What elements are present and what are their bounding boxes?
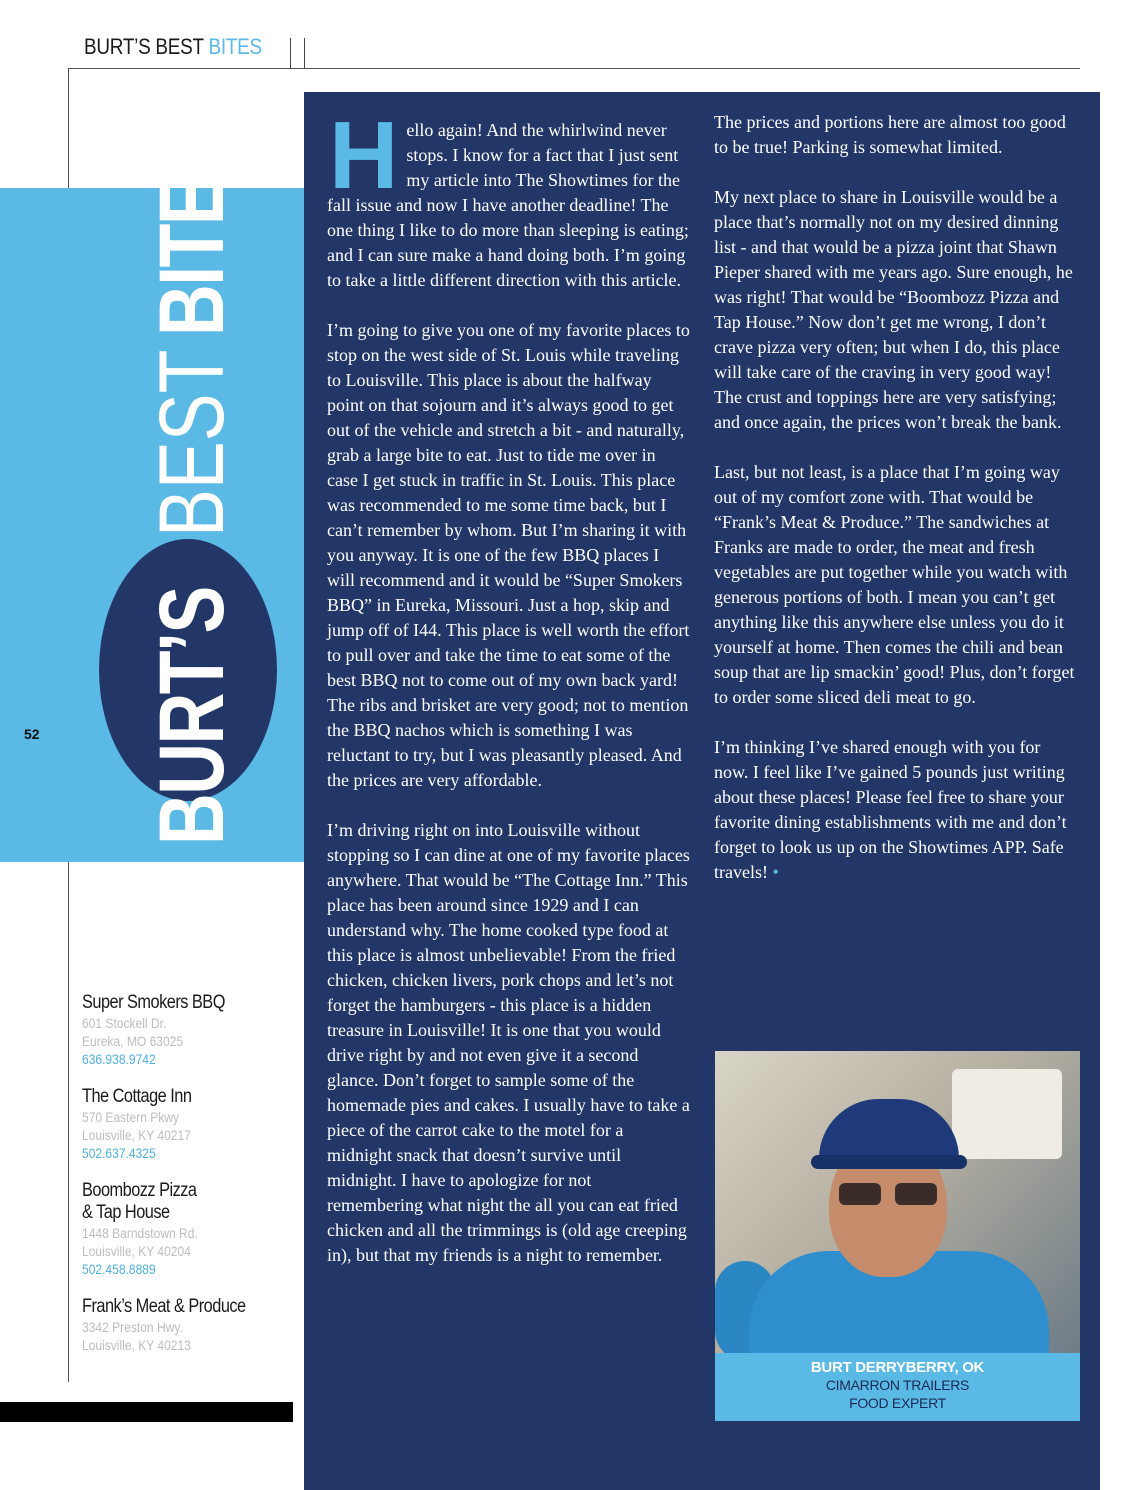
drop-cap: H xyxy=(329,102,399,209)
header-divider xyxy=(304,38,305,68)
listing-name: & Tap House xyxy=(82,1202,170,1223)
section-header xyxy=(84,34,262,60)
banner-word-burts: BURT’S xyxy=(141,587,243,845)
article-paragraph: The prices and portions here are almost too good to be true! Parking is somewhat limited. xyxy=(714,112,1066,157)
end-mark: • xyxy=(772,862,779,882)
article-paragraph: Last, but not least, is a place that I’m going way out of my comfort zone with. That would be “Frank’s Meat & Produce.” The sandwiches at Franks are made to order, the meat and fresh vegetables are put together while you watch with generous portions of both. I mean you can’t get anything like this anywhere else unless you do it yourself at home. Then comes the chili and bean soup that are lip smackin’ good! Plus, don’t forget to order some sliced deli meat to go. xyxy=(714,462,1075,707)
article-column-1 xyxy=(327,102,691,1293)
listing-name: Super Smokers BBQ xyxy=(82,992,225,1013)
listing-address: Eureka, MO 63025 xyxy=(82,1033,184,1049)
article-paragraph: Hello again! And the whirlwind never stops. I know for a fact that I just sent my article into The Showtimes for the fall issue and now I have another deadline! The one thing I like to do more than sleeping is eating; and I can sure make a hand doing both. I’m going to take a little different direction with this article. xyxy=(327,102,689,290)
listing-address: Louisville, KY 40213 xyxy=(82,1337,191,1353)
left-rule xyxy=(68,68,69,188)
listing-address: Louisville, KY 40217 xyxy=(82,1127,191,1143)
left-rule xyxy=(68,68,304,69)
header-rule xyxy=(304,68,1080,69)
left-rule xyxy=(68,862,69,1382)
listing-name: The Cottage Inn xyxy=(82,1086,192,1107)
header-divider xyxy=(290,38,291,68)
page-number: 52 xyxy=(24,726,40,742)
caption-company: CIMARRON TRAILERS xyxy=(825,1377,970,1393)
article-paragraph: My next place to share in Louisville would be a place that’s normally not on my desired dinning list - and that would be a pizza joint that Shawn Pieper shared with me years ago. Sure enough, he was right! That would be “Boombozz Pizza and Tap House.” Now don’t get me wrong, I don’t crave pizza very often; but when I do, this place will take care of the craving in very good way! The crust and toppings here are very satisfying; and once again, the prices won’t break the bank. xyxy=(714,187,1073,432)
listing-item xyxy=(82,1086,292,1162)
article-paragraph: I’m thinking I’ve shared enough with you for now. I feel like I’ve gained 5 pounds just writing about these places! Please feel free to share your favorite dining establishments with me and don’t forget to look us up on the Showtimes APP. Safe travels! • xyxy=(714,737,1067,882)
listing-name: Frank’s Meat & Produce xyxy=(82,1296,246,1317)
listing-item xyxy=(82,1180,292,1278)
caption-name: BURT DERRYBERRY, OK xyxy=(810,1359,985,1376)
listing-address: 1448 Barndstown Rd. xyxy=(82,1225,198,1241)
listing-name: Boombozz Pizza xyxy=(82,1180,197,1201)
listing-phone: 502.637.4325 xyxy=(82,1145,156,1161)
section-header-main: BURT’S BEST xyxy=(84,34,204,59)
photo-background xyxy=(952,1069,1062,1159)
footer-bar xyxy=(0,1402,293,1422)
banner-title xyxy=(141,75,243,845)
listing-address: 601 Stockell Dr. xyxy=(82,1015,167,1031)
listing-address: Louisville, KY 40204 xyxy=(82,1243,191,1259)
section-header-accent: BITES xyxy=(208,34,262,59)
listing-item xyxy=(82,992,292,1068)
listing-address: 570 Eastern Pkwy xyxy=(82,1109,180,1125)
author-photo xyxy=(715,1051,1080,1353)
caption-title: FOOD EXPERT xyxy=(849,1395,946,1411)
listing-address: 3342 Preston Hwy. xyxy=(82,1319,183,1335)
banner-word-best: BEST xyxy=(141,349,243,537)
article-paragraph: I’m going to give you one of my favorite places to stop on the west side of St. Louis while traveling to Louisville. This place is about the halfway point on that sojourn and it’s always good to get out of the vehicle and stretch a bit - and naturally, grab a large bite to eat. Just to tide me over in case I get stuck in traffic in St. Louis. This place was recommended to me some time back, but I can’t remember by whom. But I’m sharing it with you anyway. It is one of the few BBQ places I will recommend and it would be “Super Smokers BBQ” in Eureka, Missouri. Just a hop, skip and jump off of I44. This place is well worth the effort to pull over and take the time to eat some of the best BBQ not to come out of my own back yard! The ribs and brisket are very good; not to mention the BBQ nachos which is something I was reluctant to try, but I was pleasantly pleased. And the prices are very affordable. xyxy=(327,320,690,790)
banner-word-bites: BITES xyxy=(141,132,243,337)
article-paragraph: I’m driving right on into Louisville without stopping so I can dine at one of my favorite places anywhere. That would be “The Cottage Inn.” This place has been around since 1929 and I can understand why. The home cooked type food at this place is almost unbelievable! From the fried chicken, chicken livers, pork chops and let’s not forget the hamburgers - this place is a hidden treasure in Louisville! It is one that you would drive right by and not even give it a second glance. Don’t forget to sample some of the homemade pies and cakes. I usually have to take a piece of the carrot cake to the motel for a midnight snack that doesn’t survive until midnight. I have to apologize for not remembering what night the all you can eat fried chicken and all the trimmings is (old age creeping in), but that my friends is a night to remember. xyxy=(327,820,690,1265)
listing-phone: 502.458.8889 xyxy=(82,1261,156,1277)
photo-caption xyxy=(715,1353,1080,1421)
restaurant-listings xyxy=(82,992,292,1372)
article-column-2 xyxy=(714,110,1078,910)
listing-item xyxy=(82,1296,292,1354)
listing-phone: 636.938.9742 xyxy=(82,1051,156,1067)
